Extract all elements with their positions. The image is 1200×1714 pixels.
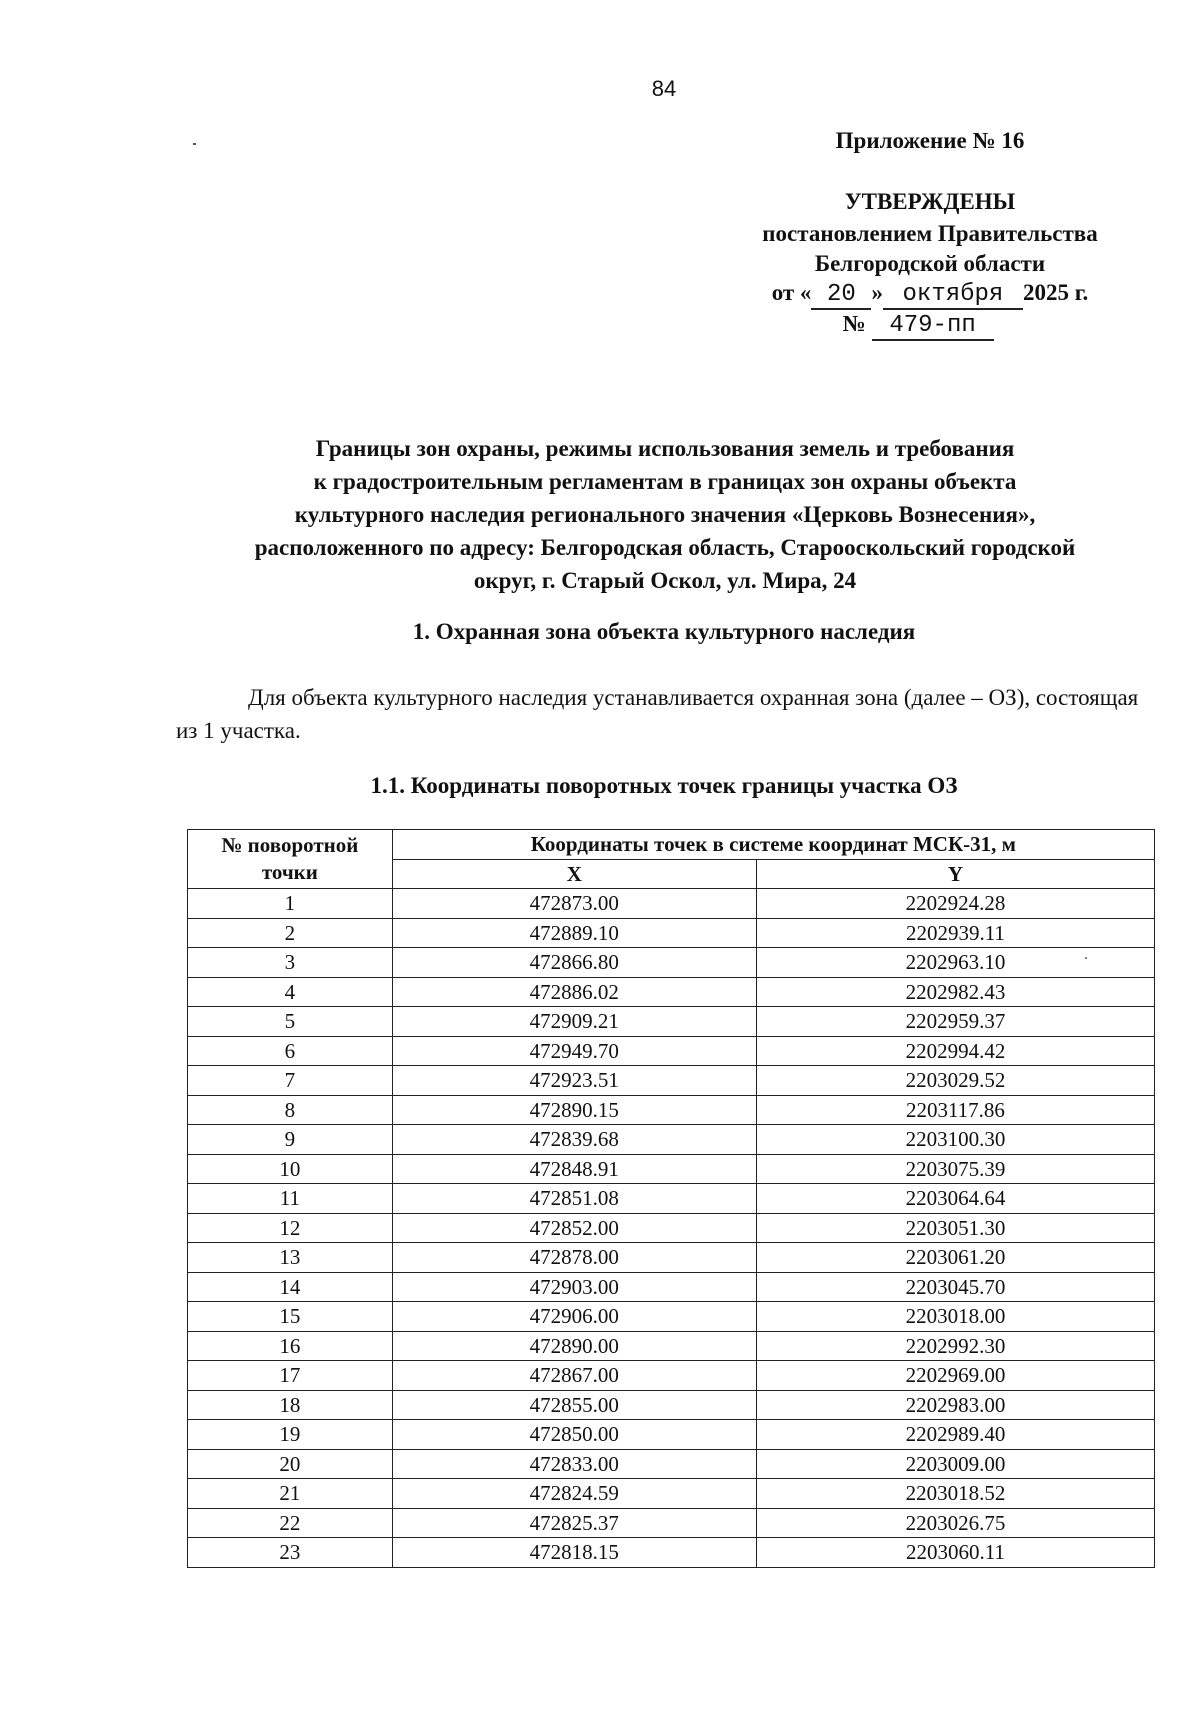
- table-heading: 1.1. Координаты поворотных точек границы участка ОЗ: [370, 773, 958, 798]
- table-row: [188, 1036, 1155, 1066]
- date-year: 2025 г.: [1022, 280, 1089, 305]
- cell-y: 2203009.00: [756, 1449, 1154, 1479]
- cell-y: 2203060.11: [756, 1538, 1154, 1568]
- cell-x: 472833.00: [392, 1449, 756, 1479]
- cell-y: 2203026.75: [756, 1508, 1154, 1538]
- table-row: [188, 1154, 1155, 1184]
- approved-by-line2: Белгородской области: [814, 251, 1046, 276]
- cell-point-number: 9: [188, 1125, 393, 1155]
- cell-x: 472852.00: [392, 1213, 756, 1243]
- section-heading: 1. Охранная зона объекта культурного наследия: [412, 619, 916, 644]
- cell-point-number: 18: [188, 1390, 393, 1420]
- cell-x: 472851.08: [392, 1184, 756, 1214]
- cell-point-number: 1: [188, 889, 393, 919]
- page-number: 84: [651, 76, 677, 101]
- date-day: 20: [811, 281, 871, 310]
- table-row: [188, 1125, 1155, 1155]
- cell-y: 2203051.30: [756, 1213, 1154, 1243]
- column-header-x: X: [392, 859, 756, 889]
- table-row: [188, 1390, 1155, 1420]
- cell-x: 472855.00: [392, 1390, 756, 1420]
- title-line: округ, г. Старый Оскол, ул. Мира, 24: [473, 568, 857, 593]
- table-row: [188, 1007, 1155, 1037]
- title-line: расположенного по адресу: Белгородская область, Старооскольский городской: [254, 535, 1076, 560]
- scan-mark: [193, 143, 196, 145]
- column-header-point: [188, 830, 393, 889]
- cell-x: 472909.21: [392, 1007, 756, 1037]
- cell-x: 472873.00: [392, 889, 756, 919]
- cell-y: 2202939.11: [756, 918, 1154, 948]
- coordinates-table: [187, 829, 1155, 1568]
- table-row: [188, 1420, 1155, 1450]
- cell-y: 2202994.42: [756, 1036, 1154, 1066]
- cell-x: 472889.10: [392, 918, 756, 948]
- cell-x: 472890.00: [392, 1331, 756, 1361]
- cell-point-number: 11: [188, 1184, 393, 1214]
- approval-number: [688, 311, 1148, 341]
- cell-point-number: 10: [188, 1154, 393, 1184]
- cell-y: 2202982.43: [756, 977, 1154, 1007]
- cell-y: 2203061.20: [756, 1243, 1154, 1273]
- cell-point-number: 21: [188, 1479, 393, 1509]
- table-row: [188, 1331, 1155, 1361]
- table-row: [188, 1302, 1155, 1332]
- cell-y: 2202969.00: [756, 1361, 1154, 1391]
- table-row: [188, 1508, 1155, 1538]
- cell-y: 2203064.64: [756, 1184, 1154, 1214]
- cell-point-number: 8: [188, 1095, 393, 1125]
- cell-x: 472866.80: [392, 948, 756, 978]
- approved-label: УТВЕРЖДЕНЫ: [844, 189, 1016, 214]
- table-row: [188, 1449, 1155, 1479]
- cell-point-number: 19: [188, 1420, 393, 1450]
- cell-y: 2203045.70: [756, 1272, 1154, 1302]
- cell-x: 472850.00: [392, 1420, 756, 1450]
- cell-y: 2203018.52: [756, 1479, 1154, 1509]
- cell-point-number: 6: [188, 1036, 393, 1066]
- date-prefix: от «: [771, 280, 812, 305]
- date-mid: »: [871, 280, 883, 305]
- cell-x: 472906.00: [392, 1302, 756, 1332]
- column-header-point-line1: № поворотной: [221, 833, 359, 857]
- column-header-point-line2: точки: [261, 860, 318, 884]
- table-row: [188, 918, 1155, 948]
- cell-x: 472848.91: [392, 1154, 756, 1184]
- title-line: к градостроительным регламентам в границах зон охраны объекта: [313, 469, 1017, 494]
- date-month: октября: [883, 281, 1023, 310]
- table-row: [188, 1184, 1155, 1214]
- cell-point-number: 22: [188, 1508, 393, 1538]
- cell-x: 472818.15: [392, 1538, 756, 1568]
- table-row: [188, 1272, 1155, 1302]
- cell-x: 472886.02: [392, 977, 756, 1007]
- cell-y: 2203075.39: [756, 1154, 1154, 1184]
- table-row: [188, 1243, 1155, 1273]
- cell-point-number: 23: [188, 1538, 393, 1568]
- cell-point-number: 7: [188, 1066, 393, 1096]
- cell-x: 472839.68: [392, 1125, 756, 1155]
- cell-x: 472923.51: [392, 1066, 756, 1096]
- table-row: [188, 1479, 1155, 1509]
- intro-paragraph: [176, 681, 1156, 747]
- cell-x: 472878.00: [392, 1243, 756, 1273]
- cell-point-number: 2: [188, 918, 393, 948]
- cell-point-number: 20: [188, 1449, 393, 1479]
- cell-point-number: 16: [188, 1331, 393, 1361]
- cell-y: 2202924.28: [756, 889, 1154, 919]
- cell-x: 472824.59: [392, 1479, 756, 1509]
- cell-y: 2202989.40: [756, 1420, 1154, 1450]
- appendix-label: Приложение № 16: [835, 128, 1025, 153]
- cell-y: 2203029.52: [756, 1066, 1154, 1096]
- table-row: [188, 1095, 1155, 1125]
- cell-y: 2202992.30: [756, 1331, 1154, 1361]
- intro-text: Для объекта культурного наследия устанавливается охранная зона (далее – ОЗ), состоящая из 1 участка.: [176, 685, 1139, 743]
- title-line: Границы зон охраны, режимы использования земель и требования: [315, 436, 1015, 461]
- approval-date: [700, 280, 1160, 310]
- cell-point-number: 13: [188, 1243, 393, 1273]
- cell-point-number: 14: [188, 1272, 393, 1302]
- cell-point-number: 15: [188, 1302, 393, 1332]
- cell-point-number: 4: [188, 977, 393, 1007]
- cell-x: 472903.00: [392, 1272, 756, 1302]
- table-row: [188, 1213, 1155, 1243]
- cell-point-number: 3: [188, 948, 393, 978]
- cell-point-number: 17: [188, 1361, 393, 1391]
- cell-y: 2202963.10: [756, 948, 1154, 978]
- number-prefix: №: [842, 311, 866, 336]
- column-header-y: Y: [756, 859, 1154, 889]
- table-row: [188, 1361, 1155, 1391]
- cell-x: 472949.70: [392, 1036, 756, 1066]
- cell-y: 2203100.30: [756, 1125, 1154, 1155]
- number-value: 479-пп: [872, 312, 994, 341]
- cell-x: 472890.15: [392, 1095, 756, 1125]
- document-title: [170, 432, 1160, 597]
- cell-y: 2202983.00: [756, 1390, 1154, 1420]
- cell-y: 2203117.86: [756, 1095, 1154, 1125]
- cell-point-number: 5: [188, 1007, 393, 1037]
- title-line: культурного наследия регионального значения «Церковь Вознесения»,: [294, 502, 1036, 527]
- cell-x: 472867.00: [392, 1361, 756, 1391]
- cell-point-number: 12: [188, 1213, 393, 1243]
- table-row: [188, 889, 1155, 919]
- table-row: [188, 1538, 1155, 1568]
- table-row: [188, 948, 1155, 978]
- table-row: [188, 977, 1155, 1007]
- approved-by-line1: постановлением Правительства: [762, 221, 1098, 246]
- cell-x: 472825.37: [392, 1508, 756, 1538]
- column-header-coords: Координаты точек в системе координат МСК-31, м: [392, 830, 1154, 860]
- cell-y: 2203018.00: [756, 1302, 1154, 1332]
- table-row: [188, 1066, 1155, 1096]
- cell-y: 2202959.37: [756, 1007, 1154, 1037]
- table-body: [188, 889, 1155, 1568]
